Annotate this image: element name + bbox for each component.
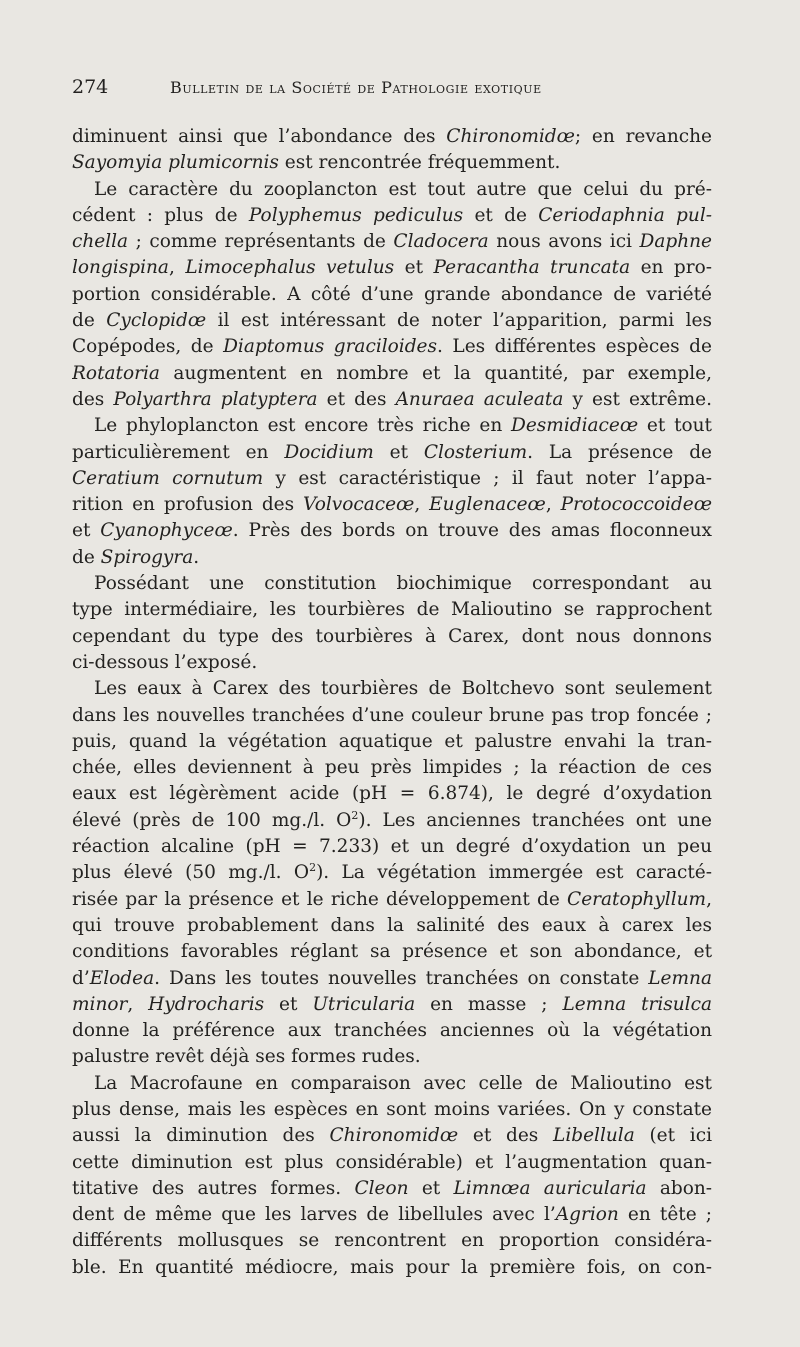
text-line	[72, 597, 712, 623]
text-segment: différents mollusques se rencontrent en proportion considéra-	[72, 1230, 712, 1252]
italic-term: Volvocaceœ	[303, 494, 415, 516]
text-segment: et de	[463, 204, 539, 226]
text-segment: des	[72, 388, 114, 410]
italic-term: Chironomidœ	[446, 126, 575, 147]
italic-term: Limocephalus vetulus	[185, 257, 395, 279]
italic-term: Protococcoideœ	[560, 494, 712, 516]
text-line	[72, 887, 712, 913]
italic-term: Docidium	[284, 441, 374, 463]
text-segment: Le caractère du zooplancton est tout autre que celui du pré-	[94, 178, 712, 200]
text-line	[72, 177, 712, 203]
text-segment: ). Les anciennes tranchées ont une	[358, 809, 712, 831]
text-segment: chée, elles deviennent à peu près limpides ; la réaction de ces	[72, 757, 712, 779]
italic-term: longispina	[72, 257, 169, 279]
text-line	[72, 992, 712, 1018]
text-line	[72, 1150, 712, 1176]
italic-term: Lemna trisulca	[562, 993, 712, 1015]
text-segment: conditions favorables réglant sa présence et son abondance, et	[72, 941, 712, 963]
italic-term: Elodea	[89, 967, 155, 989]
text-line	[72, 755, 712, 781]
text-line	[72, 1176, 712, 1202]
text-segment: ,	[545, 494, 561, 516]
text-segment: donne la préférence aux tranchées anciennes où la végétation	[72, 1020, 712, 1042]
italic-term: Utricularia	[312, 993, 416, 1015]
text-line	[72, 650, 712, 676]
text-segment: Copépodes, de	[72, 336, 224, 358]
superscript: 2	[309, 861, 317, 875]
text-segment: plus élevé (50 mg./l. O	[72, 862, 310, 884]
text-line	[72, 571, 712, 597]
text-line	[72, 387, 712, 413]
italic-term: Spirogyra	[100, 546, 194, 568]
text-line	[72, 860, 712, 886]
text-line	[72, 834, 712, 860]
text-line	[72, 492, 712, 518]
text-segment: Les eaux à Carex des tourbières de Boltchevo sont seulement	[94, 678, 712, 700]
text-line	[72, 1044, 712, 1070]
text-segment: diminuent ainsi que l’abondance des	[72, 126, 447, 147]
text-segment: qui trouve probablement dans la salinité des eaux à carex les	[72, 914, 712, 936]
text-segment: il est intéressant de noter l’apparition, parmi les	[206, 310, 712, 332]
text-segment: ). La végétation immergée est caracté-	[316, 862, 712, 884]
text-segment: . Près des bords on trouve des amas floconneux	[232, 520, 712, 542]
italic-term: Daphne	[639, 231, 712, 253]
page-header	[72, 76, 732, 106]
italic-term: Agrion	[555, 1204, 619, 1226]
text-segment: et	[264, 993, 313, 1015]
text-segment: cependant du type des tourbières à Carex, dont nous donnons	[72, 625, 712, 647]
text-segment: . Dans les toutes nouvelles tranchées on constate	[154, 967, 649, 989]
text-line	[72, 1255, 712, 1281]
text-segment: et tout	[638, 415, 712, 437]
text-segment: . Les différentes espèces de	[437, 336, 712, 358]
text-segment: et	[394, 257, 434, 279]
text-segment: palustre revêt déjà ses formes rudes.	[72, 1046, 421, 1068]
italic-term: Cleon	[354, 1177, 409, 1199]
page-number: 274	[72, 76, 109, 98]
text-segment: ; comme représentants de	[128, 231, 394, 253]
text-segment: portion considérable. A côté d’une grande abondance de variété	[72, 283, 712, 305]
text-segment: ,	[127, 993, 149, 1015]
text-segment: abon-	[646, 1177, 712, 1199]
italic-term: Peracantha truncata	[433, 257, 631, 279]
text-line	[72, 124, 712, 150]
text-line	[72, 308, 712, 334]
text-segment: nous avons ici	[488, 231, 640, 253]
italic-term: Polyarthra platyptera	[113, 388, 318, 410]
text-segment: réaction alcaline (pH = 7.233) et un degré d’oxydation un peu	[72, 836, 712, 858]
text-segment: rition en profusion des	[72, 494, 304, 516]
text-segment: ,	[706, 888, 712, 910]
text-line	[72, 1123, 712, 1149]
italic-term: Diaptomus graciloides	[223, 336, 437, 358]
text-line	[72, 255, 712, 281]
text-line	[72, 203, 712, 229]
text-segment: .	[193, 546, 200, 568]
text-line	[72, 282, 712, 308]
text-line	[72, 1228, 712, 1254]
text-line	[72, 440, 712, 466]
italic-term: Libellula	[553, 1125, 635, 1147]
italic-term: Ceriodaphnia pul-	[538, 204, 712, 226]
text-segment: puis, quand la végétation aquatique et palustre envahi la tran-	[72, 730, 712, 752]
text-segment: eaux est légèrèment acide (pH = 6.874), le degré d’oxydation	[72, 783, 712, 805]
text-segment: . La présence de	[527, 441, 712, 463]
text-segment: cédent : plus de	[72, 204, 249, 226]
text-segment: La Macrofaune en comparaison avec celle de Malioutino est	[94, 1072, 712, 1094]
italic-term: Cyclopidœ	[106, 310, 207, 332]
text-segment: et des	[458, 1125, 554, 1147]
text-line	[72, 808, 712, 834]
italic-term: Closterium	[423, 441, 528, 463]
italic-term: minor	[72, 993, 128, 1015]
text-segment: (et ici	[634, 1125, 712, 1147]
text-segment: d’	[72, 967, 90, 989]
italic-term: Desmidiaceœ	[511, 415, 639, 437]
text-segment: ,	[168, 257, 186, 279]
text-segment: aussi la diminution des	[72, 1125, 330, 1147]
body-text	[72, 124, 712, 1281]
text-segment: et	[373, 441, 424, 463]
italic-term: Limnœa auricularia	[453, 1177, 647, 1199]
italic-term: Rotatoria	[72, 362, 160, 384]
text-segment: ci-dessous l’exposé.	[72, 651, 258, 673]
text-segment: risée par la présence et le riche développement de	[72, 888, 568, 910]
text-line	[72, 229, 712, 255]
text-line	[72, 518, 712, 544]
text-segment: y est caractéristique ; il faut noter l’appa-	[263, 467, 712, 489]
text-line	[72, 1097, 712, 1123]
text-segment: ,	[414, 494, 430, 516]
text-segment: plus dense, mais les espèces en sont moins variées. On y constate	[72, 1098, 712, 1120]
italic-term: Euglenaceœ	[429, 494, 546, 516]
text-line	[72, 545, 712, 571]
text-segment: en tête ;	[618, 1204, 712, 1226]
text-line	[72, 1018, 712, 1044]
text-segment: de	[72, 546, 101, 568]
running-title: Bulletin de la Société de Pathologie exotique	[170, 78, 542, 97]
text-line	[72, 466, 712, 492]
text-segment: élevé (près de 100 mg./l. O	[72, 809, 352, 831]
text-segment: type intermédiaire, les tourbières de Malioutino se rapprochent	[72, 599, 712, 621]
italic-term: Cyanophyceœ	[100, 520, 233, 542]
text-line	[72, 1202, 712, 1228]
text-line	[72, 913, 712, 939]
italic-term: Chironomidœ	[329, 1125, 459, 1147]
italic-term: Hydrocharis	[148, 993, 265, 1015]
italic-term: Ceratium cornutum	[72, 467, 264, 489]
text-line	[72, 334, 712, 360]
italic-term: Polyphemus pediculus	[248, 204, 464, 226]
superscript: 2	[351, 808, 359, 822]
text-segment: augmentent en nombre et la quantité, par exemple,	[159, 362, 712, 384]
italic-term: Lemna	[648, 967, 712, 989]
text-line	[72, 966, 712, 992]
text-segment: Le phyloplancton est encore très riche en	[94, 415, 512, 437]
text-line	[72, 781, 712, 807]
text-segment: titative des autres formes.	[72, 1177, 355, 1199]
text-line	[72, 1071, 712, 1097]
text-line	[72, 676, 712, 702]
italic-term: Ceratophyllum	[567, 888, 707, 910]
italic-term: Anuraea aculeata	[395, 388, 564, 410]
text-segment: ; en revanche	[574, 126, 712, 147]
text-segment: est rencontrée fréquemment.	[278, 152, 561, 174]
text-line	[72, 729, 712, 755]
text-segment: en masse ;	[415, 993, 563, 1015]
text-segment: et	[72, 520, 101, 542]
text-segment: de	[72, 310, 107, 332]
text-line	[72, 413, 712, 439]
italic-term: chella	[72, 231, 129, 253]
text-line	[72, 939, 712, 965]
text-segment: Possédant une constitution biochimique correspondant au	[94, 573, 712, 595]
text-segment: dent de même que les larves de libellules avec l’	[72, 1204, 556, 1226]
text-segment: et	[408, 1177, 454, 1199]
text-segment: et des	[317, 388, 396, 410]
text-line	[72, 361, 712, 387]
text-segment: y est extrême.	[563, 388, 712, 410]
text-line	[72, 150, 712, 176]
text-segment: particulièrement en	[72, 441, 285, 463]
text-segment: dans les nouvelles tranchées d’une couleur brune pas trop foncée ;	[72, 704, 712, 726]
text-line	[72, 703, 712, 729]
italic-term: Sayomyia plumicornis	[72, 152, 279, 174]
text-segment: en pro-	[630, 257, 712, 279]
text-segment: ble. En quantité médiocre, mais pour la première fois, on con-	[72, 1256, 712, 1278]
text-line	[72, 624, 712, 650]
italic-term: Cladocera	[393, 231, 489, 253]
text-segment: cette diminution est plus considérable) et l’augmentation quan-	[72, 1151, 712, 1173]
